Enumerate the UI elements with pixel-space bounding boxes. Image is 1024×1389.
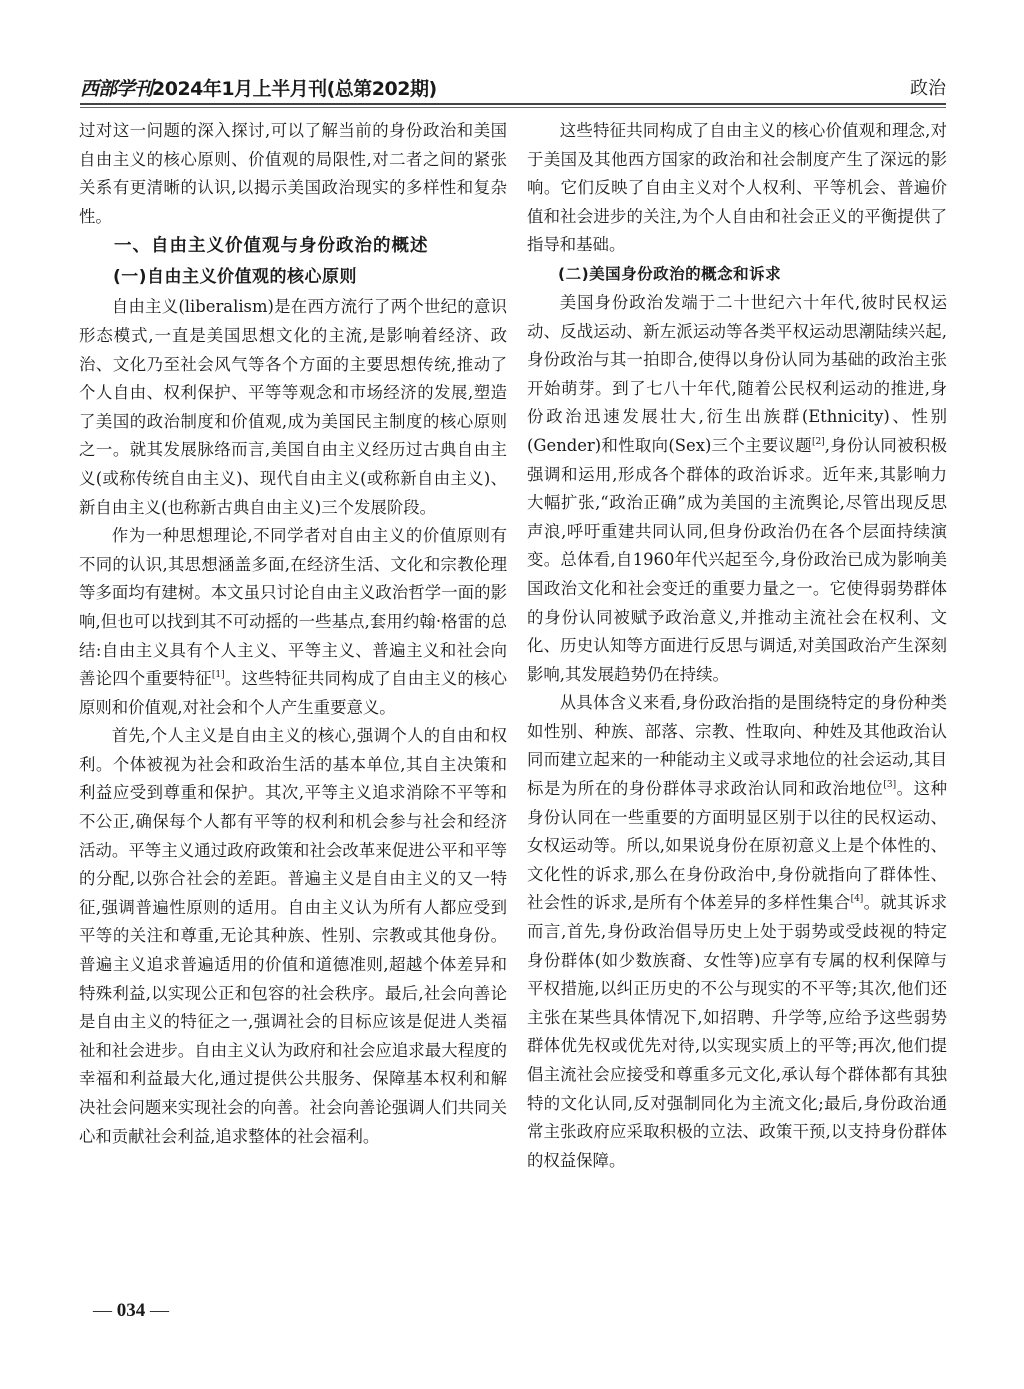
journal-issue-info [80, 74, 437, 101]
subsection-heading: (一)自由主义价值观的核心原则 [113, 267, 358, 288]
issue-label: 2024年1月上半月刊(总第202期) [152, 78, 437, 100]
paragraph-text: 作为一种思想理论,不同学者对自由主义的价值原则有不同的认识,其思想涵盖多面,在经济生活、文化和宗教伦理等多面均有建树。本文虽只讨论自由主义政治哲学一面的影响,但也可以找到其不可动摇的一些基点,套用约翰·格雷的总结:自由主义具有个人主义、平等主义、普遍主义和社会向善论四个重要特征 [79, 526, 507, 689]
paragraph-text: 。就其诉求而言,首先,身份政治倡导历史上处于弱势或受歧视的特定身份群体(如少数族裔、女性等)应享有专属的权利保障与平权措施,以纠正历史的不公与现实的不平等;其次,他们还主张在某些具体情况下,如招聘、升学等,应给予这些弱势群体优先权或优先对待,以实现实质上的平等;再次,他们提倡主流社会应接受和尊重多元文化,承认每个群体都有其独特的文化认同,反对强制同化为主流文化;最后,身份政治通常主张政府应采取积极的立法、政策干预,以支持身份群体的权益保障。 [527, 893, 947, 1170]
header-rule-thin [80, 107, 946, 108]
paragraph-text: 。这些特征共同构成了自由主义的核心原则和价值观,对社会和个人产生重要意义。 [79, 669, 508, 717]
section-heading: 一、自由主义价值观与身份政治的概述 [114, 236, 429, 257]
page-number: 034 [116, 1300, 146, 1321]
header-rule-thick [80, 103, 946, 105]
citation-ref[interactable]: [4] [850, 894, 864, 905]
paragraph-continued: 过对这一问题的深入探讨,可以了解当前的身份政治和美国自由主义的核心原则、价值观的局限性,对二者之间的紧张关系有更清晰的认识,以揭示美国政治现实的多样性和复杂性。 [79, 121, 507, 226]
dash-right: — [150, 1300, 169, 1321]
right-column [527, 117, 947, 1175]
page-number-footer [93, 1300, 169, 1322]
paragraph: 这些特征共同构成了自由主义的核心价值观和理念,对于美国及其他西方国家的政治和社会制度产生了深远的影响。它们反映了自由主义对个人权利、平等机会、普遍价值和社会进步的关注,为个人自由和社会正义的平衡提供了指导和基础。 [527, 121, 947, 255]
paragraph [527, 689, 947, 1175]
paragraph-text: ,身份认同被积极强调和运用,形成各个群体的政治诉求。近年来,其影响力大幅扩张,“政治正确”成为美国的主流舆论,尽管出现反思声浪,呼吁重建共同认同,但身份政治仍在各个层面持续演变。总体看,自1960年代兴起至今,身份政治已成为影响美国政治文化和社会变迁的重要力量之一。它使得弱势群体的身份认同被赋予政治意义,并推动主流社会在权利、文化、历史认知等方面进行反思与调适,对美国政治产生深刻影响,其发展趋势仍在持续。 [527, 435, 947, 684]
paragraph: 自由主义(liberalism)是在西方流行了两个世纪的意识形态模式,一直是美国思想文化的主流,是影响着经济、政治、文化乃至社会风气等各个方面的主要思想传统,推动了个人自由、权利保护、平等等观念和市场经济的发展,塑造了美国的政治制度和价值观,成为美国民主制度的核心原则之一。就其发展脉络而言,美国自由主义经历过古典自由主义(或称传统自由主义)、现代自由主义(或称新自由主义)、新自由主义(也称新古典自由主义)三个发展阶段。 [79, 297, 507, 517]
subsection-heading: (二)美国身份政治的概念和诉求 [558, 264, 782, 283]
paragraph [79, 522, 507, 722]
paragraph [527, 289, 947, 689]
dash-left: — [93, 1300, 112, 1321]
paragraph-text: 从具体含义来看,身份政治指的是围绕特定的身份种类如性别、种族、部落、宗教、性取向、种姓及其他政治认同而建立起来的一种能动主义或寻求地位的社会运动,其目标是为所在的身份群体寻求政治认同和政治地位 [527, 693, 947, 799]
paragraph-text: 。这种身份认同在一些重要的方面明显区别于以往的民权运动、女权运动等。所以,如果说身份在原初意义上是个体性的、文化性的诉求,那么在身份政治中,身份就指向了群体性、社会性的诉求,是所有个体差异的多样性集合 [527, 779, 947, 913]
citation-ref[interactable]: [3] [883, 780, 897, 791]
citation-ref[interactable]: [1] [211, 670, 225, 681]
paragraph-text: 美国身份政治发端于二十世纪六十年代,彼时民权运动、反战运动、新左派运动等各类平权运动思潮陆续兴起,身份政治与其一拍即合,使得以身份认同为基础的政治主张开始萌芽。到了七八十年代,随着公民权利运动的推进,身份政治迅速发展壮大,衍生出族群(Ethnicity)、性别(Gender)和性取向(Sex)三个主要议题 [527, 292, 947, 455]
paragraph: 首先,个人主义是自由主义的核心,强调个人的自由和权利。个体被视为社会和政治生活的基本单位,其自主决策和利益应受到尊重和保护。其次,平等主义追求消除不平等和不公正,确保每个人都有平等的权利和机会参与社会和经济活动。平等主义通过政府政策和社会改革来促进公平和平等的分配,以弥合社会的差距。普遍主义是自由主义的又一特征,强调普遍性原则的适用。自由主义认为所有人都应受到平等的关注和尊重,无论其种族、性别、宗教或其他身份。普遍主义追求普遍适用的价值和道德准则,超越个体差异和特殊利益,以实现公正和包容的社会秩序。最后,社会向善论是自由主义的特征之一,强调社会的目标应该是促进人类福祉和社会进步。自由主义认为政府和社会应追求最大程度的幸福和利益最大化,通过提供公共服务、保障基本权利和解决社会问题来实现社会的向善。社会向善论强调人们共同关心和贡献社会利益,追求整体的社会福利。 [79, 726, 507, 1146]
section-label: 政治 [910, 78, 946, 99]
citation-ref[interactable]: [2] [811, 436, 825, 447]
running-header [80, 74, 946, 102]
journal-logo: 西部学刊 [80, 78, 153, 100]
left-column [79, 117, 507, 1151]
